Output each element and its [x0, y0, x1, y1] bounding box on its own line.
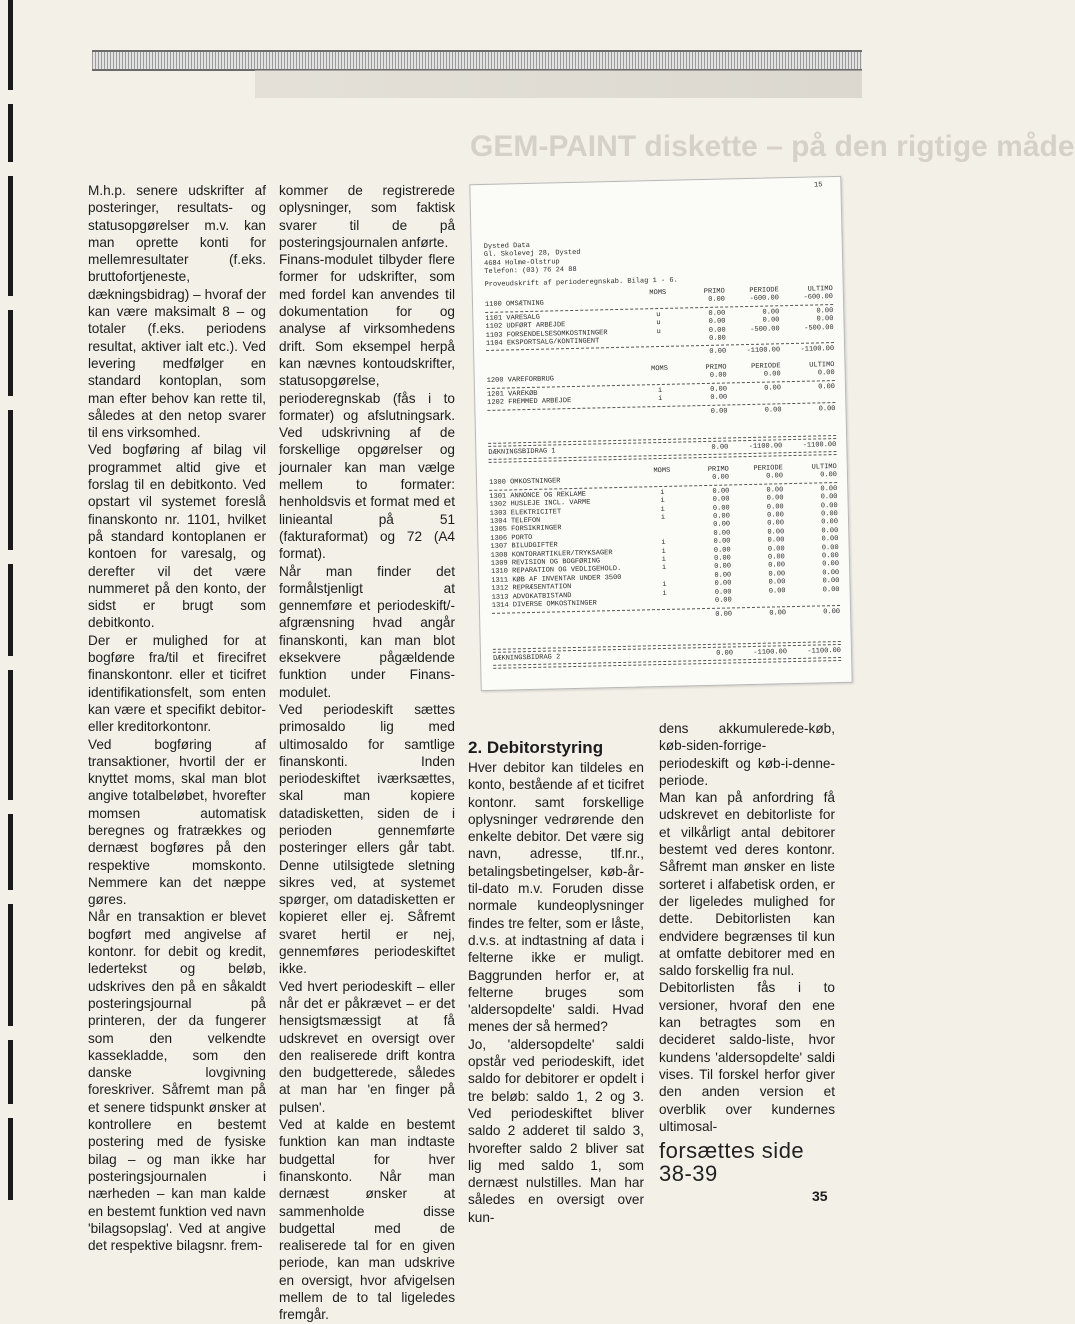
- primo-value: 0.00: [713, 512, 730, 521]
- report-printout: [469, 176, 852, 691]
- primo-value: 0.00: [708, 334, 726, 343]
- report-section-1200: [486, 361, 835, 421]
- account-name: 1309 REVISION OG BOGFØRING: [490, 557, 601, 568]
- margin-primo: 0.00: [716, 649, 734, 658]
- paragraph: Ved bogføring af bilag vil programmet altid give et forslag til en debitkonto. Ved opstart vil systemet foreslå finanskonto nr. 1101, hvilket på standard kontoplanen er kontoen for varesalg, og derefter vil det være nummeret på den konto, der sidst er brugt som debitkonto.: [88, 442, 266, 631]
- periode-value: 0.00: [766, 511, 784, 520]
- show-through-band: [255, 70, 862, 98]
- ghost-heading: GEM-PAINT diskette – på den rigtige måde: [470, 130, 1075, 163]
- ultimo-value: -600.00: [803, 293, 834, 303]
- primo-value: 0.00: [713, 554, 731, 563]
- account-name: 1301 ANNONCE OG REKLAME: [489, 490, 587, 501]
- periode-value: 0.00: [768, 586, 786, 596]
- account-name: 1200 VAREFORBRUG: [486, 375, 555, 386]
- account-name: 1313 ADVOKATBISTAND: [491, 591, 572, 602]
- binding-spine: [0, 0, 28, 1200]
- subtotal-primo: 0.00: [710, 407, 728, 416]
- paragraph: Der er mulighed for at bogføre fra/til et firecifret finanskontonr. eller et ticifret identifikationsfelt, som enten kan være et specifikt debitor- eller kreditorkontonr.: [88, 632, 266, 735]
- ultimo-value: [780, 332, 834, 342]
- subtotal-periode: 0.00: [769, 608, 787, 618]
- account-name: 1304 TELEFON: [489, 516, 541, 526]
- periode-value: 0.00: [768, 561, 786, 571]
- ultimo-value: 0.00: [820, 510, 838, 519]
- vat-flag: i: [662, 589, 667, 598]
- article-column-4: [659, 720, 835, 1185]
- article-column-2: [279, 182, 455, 1324]
- subtotal-periode: 0.00: [764, 405, 782, 415]
- subtotal-ultimo: -1100.00: [800, 345, 835, 355]
- account-name: 1310 REPARATION OG VEDLIGEHOLD.: [491, 565, 622, 577]
- subtotal-ultimo: 0.00: [823, 607, 841, 616]
- primo-value: 0.00: [712, 487, 730, 496]
- account-name: 1305 FORSIKRINGER: [490, 524, 562, 535]
- primo-value: 0.00: [712, 495, 730, 505]
- account-name: 1100 OMSÆTNING: [484, 300, 544, 310]
- periode-value: 0.00: [762, 316, 780, 325]
- vat-flag: [646, 336, 672, 345]
- account-name: 1201 VAREKØB: [486, 389, 538, 399]
- subtotal-row: [486, 345, 834, 361]
- primo-value: 0.00: [714, 571, 732, 580]
- account-name: 1307 BILUDGIFTER: [490, 541, 558, 552]
- account-name: 1302 HUSLEJE INCL. VARME: [489, 498, 591, 510]
- periode-value: 0.00: [766, 502, 784, 512]
- periode-value: 0.00: [767, 519, 785, 529]
- paragraph: Når man finder det formålstjenligt at gennemføre et periodeskift/-afgrænsning hvad angår finanskonti, kan man blot eksekvere pågældende funktion under Finans-modulet.: [279, 563, 455, 700]
- primo-value: 0.00: [713, 546, 731, 555]
- ultimo-value: 0.00: [822, 560, 840, 569]
- account-name: 1202 FREMMED ARBEJDE: [487, 397, 572, 408]
- paragraph: kommer de registrerede oplysninger, som faktisk svarer til de på posteringsjournalen anførte.: [279, 183, 455, 250]
- periode-value: 0.00: [767, 544, 785, 554]
- ultimo-value: 0.00: [820, 501, 838, 511]
- page-number: 35: [812, 1188, 828, 1204]
- margin-primo: 0.00: [711, 443, 729, 452]
- address-line: 4684 Holme-Olstrup: [484, 258, 560, 268]
- ultimo-value: 0.00: [816, 315, 834, 324]
- subtotal-row: [492, 607, 840, 623]
- paragraph: M.h.p. senere udskrifter af posteringer, resultats- og statusopgørelser m.v. kan man oprette konti for mellemresultater (f.eks. bruttofortjeneste, dækningsbidrag) – hvoraf der kan være maksimalt 8 – og totaler (f.eks. periodens resultat, aktiver ialt etc.). Ved levering medfølger en standard kontoplan, som man efter behov kan rette til, således at den netop svarer til ens virksomhed.: [88, 183, 266, 441]
- ultimo-value: 0.00: [820, 493, 838, 502]
- primo-value: 0.00: [710, 393, 728, 403]
- col-header-primo: PRIMO: [707, 465, 729, 474]
- article-column-3: [468, 738, 644, 1226]
- margin-label: DÆKNINGSBIDRAG 1: [488, 447, 556, 457]
- continued-note: forsættes side 38-39: [659, 1138, 805, 1187]
- periode-value: 0.00: [766, 494, 784, 503]
- vat-flag: u: [656, 319, 661, 328]
- vat-flag: i: [662, 581, 667, 590]
- primo-value: 0.00: [713, 520, 731, 530]
- subtotal-primo: 0.00: [709, 347, 727, 357]
- account-name: 1102 UDFØRT ARBEJDE: [485, 321, 566, 332]
- primo-value: 0.00: [709, 371, 727, 381]
- vat-flag: [652, 598, 678, 607]
- vat-flag: [649, 475, 675, 484]
- address-line: Telefon: (03) 76 24 88: [484, 266, 577, 277]
- address-line: Dysted Data: [483, 241, 531, 251]
- spacer: [648, 445, 674, 454]
- account-name: 1314 DIVERSE OMKOSTNINGER: [491, 599, 597, 610]
- vat-flag: i: [661, 564, 667, 573]
- periode-value: [727, 392, 781, 402]
- subtotal-periode: -1100.00: [746, 346, 781, 356]
- ultimo-value: 0.00: [821, 535, 839, 544]
- ultimo-value: [781, 391, 835, 401]
- col-header-periode: PERIODE: [749, 286, 779, 295]
- paragraph: Ved hvert periodeskift – eller når det er påkrævet – er det hensigtsmæssigt at få udskrevet en oversigt over den realiserede drift kontra den budgetterede, således at man har 'en finger på pulsen'.: [279, 978, 455, 1115]
- vat-flag: i: [658, 395, 663, 404]
- primo-value: 0.00: [712, 473, 730, 483]
- subtotal-primo: 0.00: [715, 609, 733, 619]
- account-name: 1103 FORSENDELSESOMKOSTNINGER: [485, 328, 608, 340]
- report-title: Proveudskrift af perioderegnskab. Bilag 1 - 6.: [484, 276, 678, 289]
- periode-value: -500.00: [750, 324, 780, 334]
- periode-value: 0.00: [766, 486, 784, 495]
- vat-flag: i: [660, 497, 665, 506]
- header-pattern-band: [92, 50, 862, 71]
- account-name: 1101 VARESALG: [485, 313, 541, 323]
- account-name: 1311 KØB AF INVENTAR UNDER 3500: [491, 573, 622, 585]
- ultimo-value: 0.00: [821, 518, 839, 527]
- subtotal-row: [487, 405, 835, 421]
- paragraph: Jo, 'aldersopdelte' saldi opstår ved periodeskift, idet saldo for debitorer er opdelt i tre beløb: saldo 1, 2 og 3. Ved periodeskiftet bliver saldo 2 adderet til saldo 3, hvorefter saldo 2 bliver sat lig med saldo 1, som dernæst nulstilles. Man har således en oversigt over kun-: [468, 1036, 644, 1225]
- primo-value: 0.00: [708, 317, 726, 327]
- address-line: Gl. Skolevej 28, Dysted: [483, 249, 581, 260]
- paragraph: Når en transaktion er blevet bogført med angivelse af kontonr. for debit og kredit, ledertekst og beløb, udskrives den på en såkaldt posteringsjournal på printeren, der da fungerer som den velkendte kassekladde, som den danske lovgivning foreskriver. Såfremt man på et senere tidspunkt ønsker at kontrollere en bestemt postering med de fysiske bilag – og man ikke har posteringsjournalen i nærheden – kan man kalde en bestemt funktion ved navn 'bilagsopslag'. Ved at angive det respektive bilagsnr. frem-: [88, 909, 266, 1254]
- primo-value: 0.00: [714, 596, 732, 605]
- paragraph: Man kan på anfordring få udskrevet en debitorliste for et vilkårligt antal debitorer bestemt ved deres kontonr. Såfremt man ønsker en liste sorteret i alfabetisk orden, er der ligeledes mulighed for dette. Debitorlisten kan endvidere begrænses til kun at omfatte debitorer med en saldo forskellig fra nul.: [659, 790, 835, 979]
- vat-flag: i: [661, 555, 667, 565]
- vat-flag: [645, 297, 671, 306]
- col-header-moms: MOMS: [649, 288, 667, 298]
- primo-value: 0.00: [708, 326, 726, 335]
- periode-value: 0.00: [764, 384, 782, 393]
- periode-value: 0.00: [768, 578, 786, 587]
- col-header-ultimo: ULTIMO: [809, 361, 835, 370]
- paragraph: Hver debitor kan tildeles en konto, bestående af et ticifret kontonr. samt forskellige oplysninger vedrørende den enkelte debitor. Det være sig navn, adresse, tlf.nr., betalingsbetingelser, køb-år-til-dato m.v. Foruden disse normale kundeoplysninger findes tre felter, som er låste, d.v.s. at indtastning af data i felterne ikke er muligt. Baggrunden herfor er, at felterne bruges som 'aldersopdelte' saldi. Hvad menes der så hermed?: [468, 760, 644, 1035]
- report-section-1300: [489, 463, 840, 624]
- ultimo-value: 0.00: [820, 484, 838, 494]
- ultimo-value: 0.00: [822, 568, 840, 578]
- vat-flag: i: [660, 513, 666, 523]
- col-header-periode: PERIODE: [751, 362, 781, 371]
- col-header-periode: PERIODE: [753, 464, 783, 473]
- vat-flag: i: [661, 539, 666, 548]
- vat-flag: u: [656, 310, 661, 319]
- printout-page-number: 15: [813, 181, 823, 190]
- periode-value: 0.00: [767, 536, 785, 545]
- primo-value: 0.00: [710, 385, 728, 394]
- ultimo-value: 0.00: [821, 543, 839, 553]
- col-header-primo: PRIMO: [705, 363, 727, 372]
- contribution-margin-2: [493, 639, 841, 671]
- primo-value: 0.00: [714, 588, 732, 597]
- ultimo-value: 0.00: [822, 577, 840, 586]
- ultimo-value: -500.00: [804, 323, 834, 333]
- ultimo-value: 0.00: [822, 585, 840, 595]
- paragraph: Ved periodeskift sættes primosaldo lig med ultimosaldo for samtlige finanskonti. Inden periodeskiftet iværksættes, skal man kopiere datadisketten, siden de i perioden gennemførte posteringer ellers går tabt. Denne utilsigtede sletning sikres ved, at systemet spørger, om datadisketten er kopieret eller ej. Såfremt svaret hertil er nej, gennemføres periodeskiftet ikke.: [279, 701, 455, 977]
- col-header-moms: MOMS: [651, 364, 669, 374]
- periode-value: 0.00: [762, 308, 780, 317]
- periode-value: [726, 333, 780, 343]
- margin-label: DÆKNINGSBIDRAG 2: [492, 653, 561, 663]
- ultimo-value: [786, 594, 840, 604]
- ultimo-value: 0.00: [818, 382, 836, 392]
- primo-value: 0.00: [714, 562, 732, 572]
- primo-value: 0.00: [708, 295, 726, 305]
- col-header-ultimo: ULTIMO: [807, 285, 833, 294]
- account-name: 1308 KONTORARTIKLER/TRYKSAGER: [490, 548, 613, 560]
- primo-value: 0.00: [713, 529, 731, 538]
- primo-value: 0.00: [708, 309, 726, 318]
- ultimo-value: 0.00: [821, 526, 839, 536]
- periode-value: 0.00: [763, 370, 781, 380]
- spacer: [653, 651, 679, 660]
- margin-ultimo: -1100.00: [802, 441, 837, 450]
- ultimo-value: 0.00: [820, 471, 838, 480]
- company-address: [484, 241, 581, 277]
- margin-periode: -1100.00: [748, 442, 783, 452]
- paragraph: Finans-modulet tilbyder flere former for udskrifter, som med fordel kan anvendes til dokumentation for og analyse af virksomhedens drift. Som eksempel herpå kan nævnes kontoudskrifter, statusopgørelse, perioderegnskab (fås i to formater) og afslutningsark. Ved udskrivning af de forskellige opgørelser og journaler kan man vælge mellem to formater: henholdsvis et format med et linieantal på 51 (fakturaformat) og 72 (A4 format).: [279, 252, 455, 562]
- account-name: 1300 OMKOSTNINGER: [488, 477, 561, 488]
- margin-ultimo: -1100.00: [807, 646, 842, 656]
- account-name: 1104 EKSPORTSALG/KONTINGENT: [485, 337, 600, 348]
- periode-value: -600.00: [749, 294, 780, 304]
- paragraph: dens akkumulerede-køb, køb-siden-forrige-periodeskift og køb-i-denne-periode.: [659, 721, 835, 788]
- article-column-1: [88, 182, 266, 1254]
- ultimo-value: 0.00: [817, 369, 835, 378]
- ultimo-value: 0.00: [821, 552, 839, 561]
- paragraph: Ved bogføring af transaktioner, hvortil der er knyttet moms, skal man blot angive totalbeløbet, hvorefter momsen automatisk beregnes og fratrækkes og dernæst bogføres på den respektive momskonto. Nemmere kan det næppe gøres.: [88, 736, 266, 908]
- vat-flag: i: [660, 505, 665, 514]
- contribution-margin-1: [488, 433, 836, 465]
- periode-value: 0.00: [768, 570, 786, 579]
- periode-value: 0.00: [767, 528, 785, 537]
- vat-flag: i: [657, 386, 663, 395]
- paragraph: Ved at kalde en bestemt funktion kan man indtaste budgettal for hver finanskonto. Når man dernæst ønsker at sammenholde disse budgettal med de realiserede tal for en given periode, kan man udskrive en oversigt, hvor afvigelsen mellem de to tal ligeledes fremgår.: [279, 1117, 455, 1323]
- vat-flag: [647, 373, 673, 382]
- periode-value: 0.00: [767, 553, 785, 562]
- account-name: 1303 ELEKTRICITET: [489, 507, 562, 518]
- ultimo-value: 0.00: [816, 306, 834, 316]
- vat-flag: i: [660, 488, 665, 497]
- paragraph: Debitorlisten fås i to versioner, hvoraf den ene kan betragtes som en decideret saldo-liste, hvor kundens 'aldersopdelte' saldi vises. Til forskel herfor giver den anden version et overblik over kundernes ultimosal-: [659, 980, 835, 1134]
- account-name: 1312 REPRÆSENTATION: [491, 583, 572, 594]
- col-header-ultimo: ULTIMO: [811, 463, 837, 472]
- report-section-1100: [485, 285, 834, 362]
- subtotal-ultimo: 0.00: [818, 404, 836, 414]
- vat-flag: u: [656, 327, 661, 336]
- col-header-primo: PRIMO: [703, 287, 725, 296]
- vat-flag: i: [661, 547, 666, 556]
- primo-value: 0.00: [713, 537, 731, 547]
- periode-value: [732, 595, 786, 605]
- account-name: 1306 PORTO: [490, 533, 533, 543]
- primo-value: 0.00: [712, 504, 730, 513]
- primo-value: 0.00: [714, 579, 732, 589]
- periode-value: 0.00: [766, 472, 784, 482]
- section-heading: 2. Debitorstyring: [468, 738, 604, 757]
- col-header-moms: MOMS: [653, 466, 671, 476]
- margin-periode: -1100.00: [753, 648, 788, 657]
